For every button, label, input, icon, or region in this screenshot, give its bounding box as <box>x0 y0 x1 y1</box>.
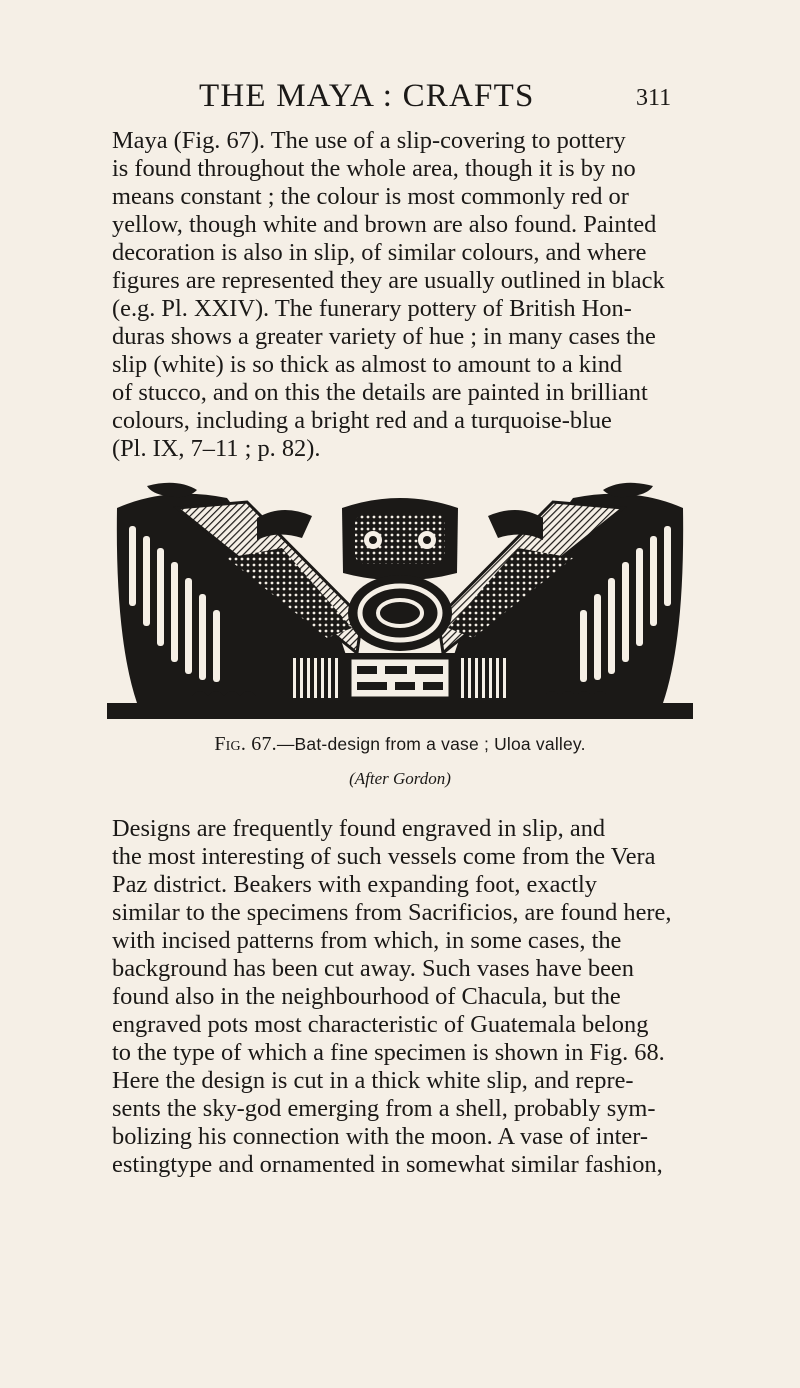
text-line: decoration is also in slip, of similar colours, and where <box>112 239 647 266</box>
text-line: estingtype and ornamented in somewhat similar fashion, <box>112 1151 663 1178</box>
text-line: with incised patterns from which, in some cases, the <box>112 927 622 954</box>
paragraph-1 <box>112 127 686 463</box>
page-number: 311 <box>636 85 672 111</box>
text-line: to the type of which a fine specimen is shown in Fig. 68. <box>112 1039 665 1066</box>
figure-credit: (After Gordon) <box>349 769 451 788</box>
text-line: found also in the neighbourhood of Chacula, but the <box>112 983 621 1010</box>
text-line: figures are represented they are usually outlined in black <box>112 267 665 294</box>
bat-design-drawing <box>107 478 693 723</box>
text-line: the most interesting of such vessels come from the Vera <box>112 843 656 870</box>
figure-label: Fig. 67. <box>214 733 277 755</box>
text-line: (e.g. Pl. XXIV). The funerary pottery of British Hon- <box>112 295 632 322</box>
text-line: duras shows a greater variety of hue ; in many cases the <box>112 323 656 350</box>
running-head: THE MAYA : CRAFTS <box>199 78 535 114</box>
text-line: Designs are frequently found engraved in slip, and <box>112 815 606 842</box>
text-line: is found throughout the whole area, though it is by no <box>112 155 636 182</box>
text-line: colours, including a bright red and a turquoise-blue <box>112 407 612 434</box>
text-line: bolizing his connection with the moon. A vase of inter- <box>112 1123 649 1150</box>
text-line: of stucco, and on this the details are painted in brilliant <box>112 379 648 406</box>
text-line: sents the sky-god emerging from a shell, probably sym- <box>112 1095 656 1122</box>
text-line: background has been cut away. Such vases have been <box>112 955 634 982</box>
text-line: Here the design is cut in a thick white slip, and repre- <box>112 1067 634 1094</box>
text-line: Paz district. Beakers with expanding foot, exactly <box>112 871 597 898</box>
paragraph-2 <box>112 815 686 1179</box>
text-line: slip (white) is so thick as almost to amount to a kind <box>112 351 623 378</box>
bat-design-illustration <box>107 478 693 723</box>
text-line: engraved pots most characteristic of Guatemala belong <box>112 1011 649 1038</box>
page-header <box>0 78 800 118</box>
text-line: means constant ; the colour is most commonly red or <box>112 183 629 210</box>
text-line: yellow, though white and brown are also found. Painted <box>112 211 657 238</box>
figure-caption <box>0 733 800 756</box>
figure-caption-text: —Bat-design from a vase ; Uloa valley. <box>276 734 586 754</box>
text-line: Maya (Fig. 67). The use of a slip-covering to pottery <box>112 127 626 154</box>
text-line: similar to the specimens from Sacrificios, are found here, <box>112 899 672 926</box>
text-line: (Pl. IX, 7–11 ; p. 82). <box>112 435 321 462</box>
